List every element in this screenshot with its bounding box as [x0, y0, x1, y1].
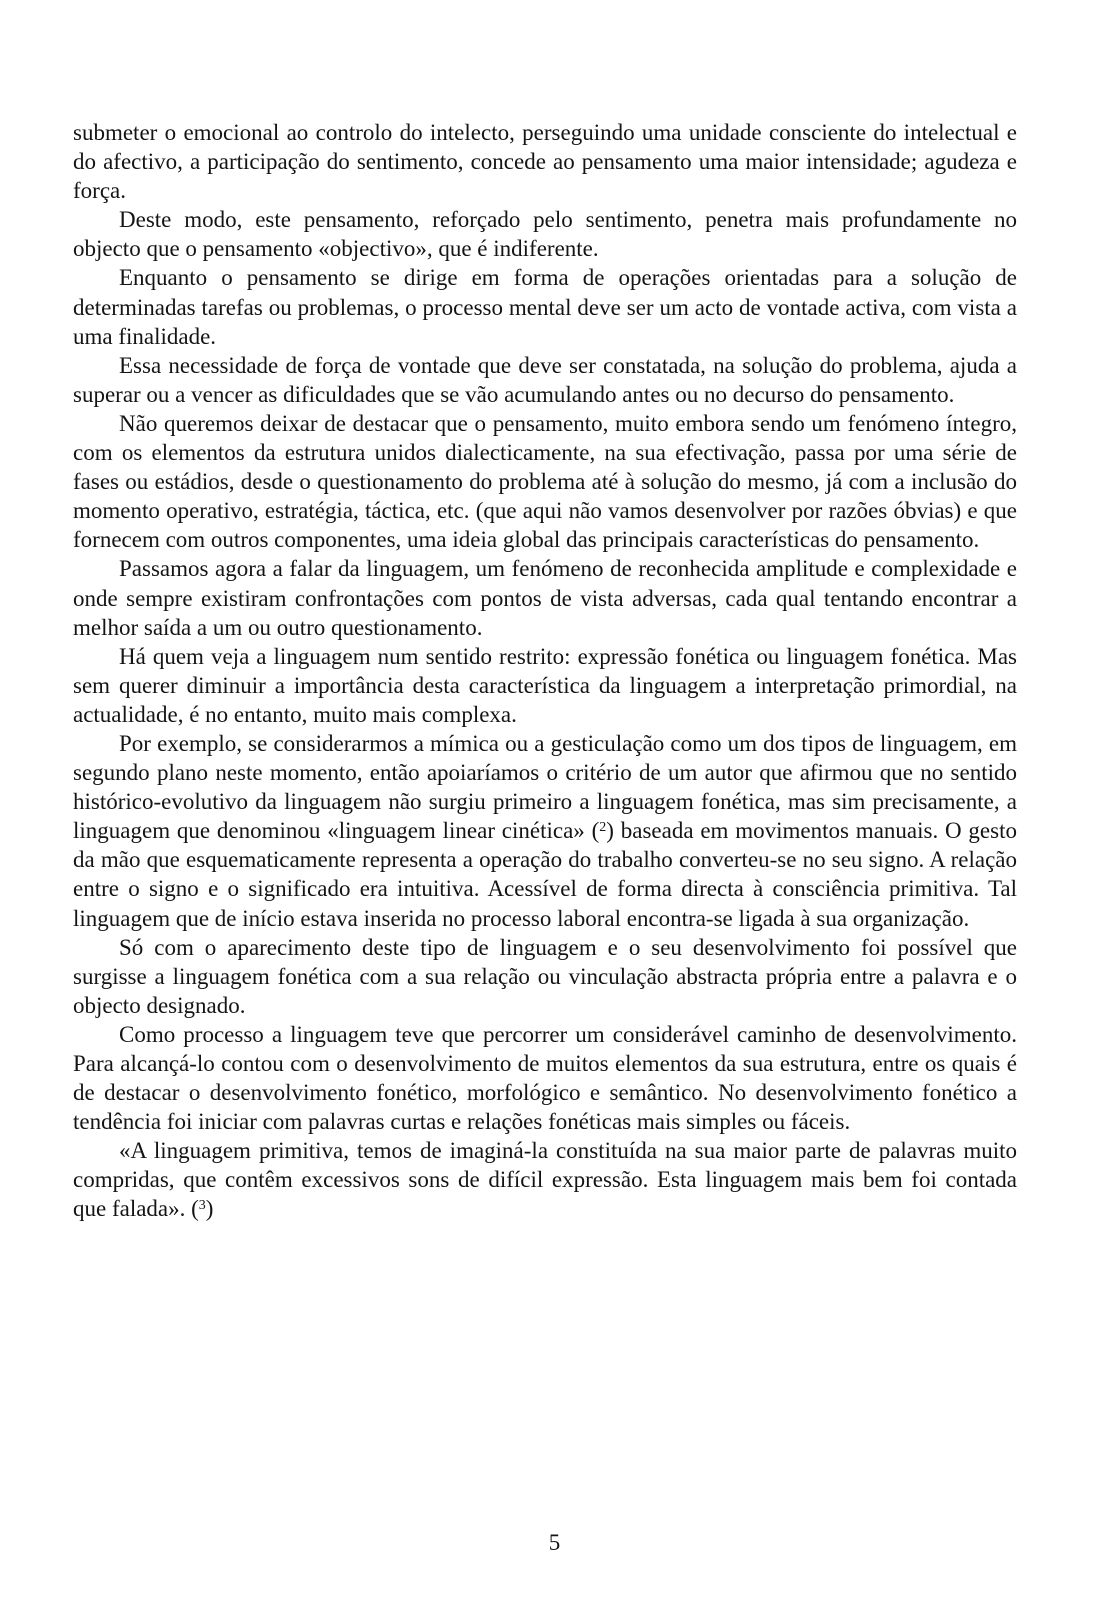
- paragraph: [73, 1020, 1017, 1136]
- paragraph-text: Não queremos deixar de destacar que o pensamento, muito embora sendo um fenómeno íntegro, com os elementos da estrutura unidos dialecticamente, na sua efectivação, passa por uma série de fases ou estádios, desde o questionamento do problema até à solução do mesmo, já com a inclusão do momento operativo, estratégia, táctica, etc. (que aqui não vamos desenvolver por razões óbvias) e que fornecem com outros componentes, uma ideia global das principais características do pensamento.: [73, 410, 1017, 553]
- page-number: 5: [548, 1530, 561, 1555]
- paragraph-text: Como processo a linguagem teve que percorrer um considerável caminho de desenvolvimento. Para alcançá-lo contou com o desenvolvimento de muitos elementos da sua estrutura, entre os quais é de destacar o desenvolvimento fonético, morfológico e semântico. No desenvolvimento fonético a tendência foi iniciar com palavras curtas e relações fonéticas mais simples ou fáceis.: [73, 1021, 1017, 1135]
- paragraph-text: Só com o aparecimento deste tipo de linguagem e o seu desenvolvimento foi possível que surgisse a linguagem fonética com a sua relação ou vinculação abstracta própria entre a palavra e o objecto designado.: [73, 934, 1017, 1018]
- paragraph-text: submeter o emocional ao controlo do intelecto, perseguindo uma unidade consciente do intelectual e do afectivo, a participação do sentimento, concede ao pensamento uma maior intensidade; agudeza e força.: [73, 120, 1017, 204]
- footnote-reference: 2: [599, 820, 607, 836]
- paragraph: [73, 263, 1017, 350]
- paragraph-text: «A linguagem primitiva, temos de imaginá-la constituída na sua maior parte de palavras muito compridas, que contêm excessivos sons de difícil expressão. Esta linguagem mais bem foi contada que falada». (: [73, 1138, 1017, 1222]
- paragraph: [73, 554, 1017, 641]
- paragraph: [73, 205, 1017, 263]
- paragraph-text: Deste modo, este pensamento, reforçado pelo sentimento, penetra mais profundamente no objecto que o pensamento «objectivo», que é indiferente.: [73, 207, 1017, 262]
- paragraph-text: Enquanto o pensamento se dirige em forma de operações orientadas para a solução de determinadas tarefas ou problemas, o processo mental deve ser um acto de vontade activa, com vista a uma finalidade.: [73, 265, 1017, 349]
- paragraph-continuation: [73, 118, 1017, 205]
- paragraph: [73, 642, 1017, 729]
- paragraph-text: ) baseada em movimentos manuais. O gesto da mão que esquematicamente representa a operação do trabalho converteu-se no seu signo. A relação entre o signo e o significado era intuitiva. Acessível de forma directa à consciência primitiva. Tal linguagem que de início estava inserida no processo laboral encontra-se ligada à sua organização.: [73, 818, 1017, 931]
- paragraph-text: Essa necessidade de força de vontade que deve ser constatada, na solução do problema, ajuda a superar ou a vencer as dificuldades que se vão acumulando antes ou no decurso do pensamento.: [73, 352, 1017, 407]
- paragraph-text: Passamos agora a falar da linguagem, um fenómeno de reconhecida amplitude e complexidade e onde sempre existiram confrontações com pontos de vista adversas, cada qual tentando encontrar a melhor saída a um ou outro questionamento.: [73, 556, 1017, 640]
- paragraph: [73, 1136, 1017, 1223]
- paragraph: [73, 409, 1017, 554]
- footnote-reference: 3: [198, 1198, 206, 1214]
- body-text: [73, 118, 1017, 1224]
- paragraph-text: Há quem veja a linguagem num sentido restrito: expressão fonética ou linguagem fonética. Mas sem querer diminuir a importância desta característica da linguagem a interpretação primordial, na actualidade, é no entanto, muito mais complexa.: [73, 643, 1017, 727]
- paragraph: [73, 351, 1017, 409]
- paragraph-text: ): [205, 1196, 214, 1222]
- paragraph-text: Por exemplo, se considerarmos a mímica ou a gesticulação como um dos tipos de linguagem, em segundo plano neste momento, então apoiaríamos o critério de um autor que afirmou que no sentido histórico-evolutivo da linguagem não surgiu primeiro a linguagem fonética, mas sim precisamente, a linguagem que denominou «linguagem linear cinética» (: [73, 730, 1017, 844]
- paragraph: [73, 729, 1017, 933]
- paragraph: [73, 933, 1017, 1020]
